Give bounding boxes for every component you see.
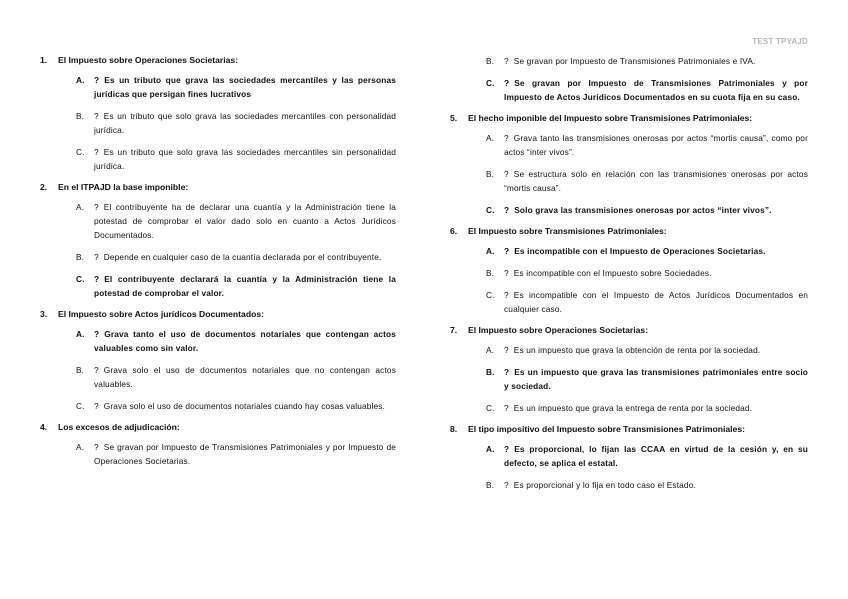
option-text: Grava tanto las transmisiones onerosas por actos “mortis causa”, como por actos “inter vivos”.: [504, 133, 808, 157]
answer-option: [450, 401, 808, 415]
option-text: Se gravan por Impuesto de Transmisiones Patrimoniales y por Impuesto de Operaciones Societarias.: [94, 442, 396, 466]
answer-option: [450, 288, 808, 316]
answer-option: [450, 266, 808, 280]
option-letter: C.: [486, 78, 495, 88]
option-text: Es incompatible con el Impuesto de Operaciones Societarias.: [514, 246, 766, 256]
option-marker: ?: [504, 403, 509, 413]
question-block: [450, 423, 808, 492]
option-letter: A.: [486, 444, 495, 454]
answer-option: [450, 478, 808, 492]
question-number: 1.: [40, 55, 48, 65]
question-text: En el ITPAJD la base imponible:: [58, 182, 189, 192]
question-text: El Impuesto sobre Actos jurídicos Documentados:: [58, 309, 264, 319]
question-title: [40, 308, 396, 320]
option-letter: B.: [76, 252, 85, 262]
question-text: El Impuesto sobre Operaciones Societarias:: [468, 325, 649, 335]
option-letter: B.: [76, 111, 85, 121]
option-marker: ?: [94, 147, 99, 157]
option-letter: A.: [76, 329, 85, 339]
document-header-label: TEST TPYAJD: [752, 37, 808, 46]
option-marker: ?: [504, 78, 510, 88]
answer-option: [450, 76, 808, 104]
option-text: Es un impuesto que grava la obtención de renta por la sociedad.: [513, 345, 761, 355]
option-marker: ?: [94, 442, 99, 452]
option-text: Es incompatible con el Impuesto sobre Sociedades.: [513, 268, 712, 278]
option-text: El contribuyente ha de declarar una cuantía y la Administración tiene la potestad de comprobar el valor dado solo en cuanto a Actos Jurídicos Documentados.: [94, 202, 396, 240]
option-marker: ?: [94, 111, 99, 121]
answer-option: [40, 250, 396, 264]
answer-option: [40, 272, 396, 300]
option-letter: A.: [486, 345, 495, 355]
question-block: [450, 112, 808, 217]
option-text: Grava solo el uso de documentos notariales que no contengan actos valuables.: [94, 365, 396, 389]
option-text: Es incompatible con el Impuesto de Actos Jurídicos Documentados en cualquier caso.: [504, 290, 808, 314]
option-text: Es un tributo que solo grava las sociedades mercantiles con personalidad jurídica.: [94, 111, 396, 135]
option-letter: B.: [486, 56, 495, 66]
question-text: El Impuesto sobre Transmisiones Patrimoniales:: [468, 226, 667, 236]
answer-option: [450, 244, 808, 258]
option-text: Es un tributo que grava las sociedades mercantiles y las personas jurídicas que persigan fines lucrativos: [94, 75, 396, 99]
option-letter: B.: [486, 367, 495, 377]
answer-option: [450, 365, 808, 393]
question-text: El hecho imponible del Impuesto sobre Transmisiones Patrimoniales:: [468, 113, 753, 123]
option-text: Solo grava las transmisiones onerosas por actos “inter vivos”.: [514, 205, 772, 215]
option-letter: A.: [486, 246, 495, 256]
answer-option: [40, 327, 396, 355]
option-text: Grava tanto el uso de documentos notariales que contengan actos valuables como sin valor.: [94, 329, 396, 353]
option-letter: C.: [486, 205, 495, 215]
answer-option: [450, 131, 808, 159]
option-marker: ?: [504, 367, 510, 377]
answer-option: [450, 167, 808, 195]
answer-option: [450, 442, 808, 470]
answer-option: [40, 200, 396, 242]
option-marker: ?: [94, 274, 100, 284]
question-block: [40, 308, 396, 413]
answer-option: [40, 73, 396, 101]
option-text: Es un tributo que solo grava las sociedades mercantiles sin personalidad jurídica.: [94, 147, 396, 171]
option-marker: ?: [504, 133, 509, 143]
option-letter: C.: [76, 274, 85, 284]
option-text: Se gravan por Impuesto de Transmisiones Patrimoniales e IVA.: [513, 56, 756, 66]
answer-option: [450, 343, 808, 357]
option-marker: ?: [504, 345, 509, 355]
option-marker: ?: [504, 56, 509, 66]
option-marker: ?: [504, 268, 509, 278]
option-letter: C.: [486, 403, 495, 413]
question-title: [450, 225, 808, 237]
option-letter: B.: [486, 480, 495, 490]
option-letter: C.: [76, 147, 85, 157]
option-marker: ?: [504, 480, 509, 490]
option-marker: ?: [504, 444, 510, 454]
option-text: Grava solo el uso de documentos notariales cuando hay cosas valuables.: [103, 401, 385, 411]
answer-option: [40, 363, 396, 391]
question-title: [40, 421, 396, 433]
question-block: [450, 225, 808, 316]
question-number: 8.: [450, 424, 458, 434]
answer-option: [40, 145, 396, 173]
option-text: Es proporcional y lo fija en todo caso el Estado.: [513, 480, 696, 490]
option-marker: ?: [94, 329, 100, 339]
option-letter: A.: [76, 442, 85, 452]
option-marker: ?: [94, 252, 99, 262]
option-marker: ?: [94, 365, 99, 375]
question-number: 3.: [40, 309, 48, 319]
option-letter: B.: [76, 365, 85, 375]
option-letter: A.: [76, 202, 85, 212]
option-letter: A.: [76, 75, 85, 85]
answer-option: [40, 440, 396, 468]
question-block: [40, 421, 396, 468]
question-title: [450, 324, 808, 336]
option-text: Depende en cualquier caso de la cuantía declarada por el contribuyente.: [103, 252, 382, 262]
question-title: [450, 423, 808, 435]
question-block: [40, 181, 396, 300]
question-number: 6.: [450, 226, 458, 236]
option-marker: ?: [504, 169, 509, 179]
question-text: El Impuesto sobre Operaciones Societarias:: [58, 55, 239, 65]
option-text: Es un impuesto que grava las transmisiones patrimoniales entre socio y sociedad.: [504, 367, 808, 391]
option-text: Se gravan por Impuesto de Transmisiones Patrimoniales y por Impuesto de Actos Jurídicos Documentados en su cuota fija en su caso.: [504, 78, 808, 102]
option-marker: ?: [504, 205, 510, 215]
option-text: Es proporcional, lo fijan las CCAA en virtud de la cesión y, en su defecto, se aplica el estatal.: [504, 444, 808, 468]
left-column: [40, 54, 396, 476]
question-number: 4.: [40, 422, 48, 432]
option-text: Se estructura solo en relación con las transmisiones onerosas por actos “mortis causa”.: [504, 169, 808, 193]
question-title: [40, 54, 396, 66]
answer-option: [450, 203, 808, 217]
question-block: [450, 324, 808, 415]
question-number: 7.: [450, 325, 458, 335]
question-block: [40, 54, 396, 173]
option-marker: ?: [504, 290, 509, 300]
question-number: 5.: [450, 113, 458, 123]
question-title: [40, 181, 396, 193]
option-letter: A.: [486, 133, 495, 143]
option-letter: B.: [486, 169, 495, 179]
option-letter: C.: [486, 290, 495, 300]
answer-option: [450, 54, 808, 68]
answer-option: [40, 399, 396, 413]
option-text: El contribuyente declarará la cuantía y la Administración tiene la potestad de comprobar el valor.: [94, 274, 396, 298]
option-letter: C.: [76, 401, 85, 411]
option-text: Es un impuesto que grava la entrega de renta por la sociedad.: [513, 403, 753, 413]
question-text: Los excesos de adjudicación:: [58, 422, 180, 432]
right-column: [450, 54, 808, 500]
option-letter: B.: [486, 268, 495, 278]
question-title: [450, 112, 808, 124]
option-marker: ?: [504, 246, 510, 256]
question-text: El tipo impositivo del Impuesto sobre Transmisiones Patrimoniales:: [468, 424, 745, 434]
option-marker: ?: [94, 202, 99, 212]
answer-option: [40, 109, 396, 137]
option-marker: ?: [94, 75, 100, 85]
question-number: 2.: [40, 182, 48, 192]
option-marker: ?: [94, 401, 99, 411]
